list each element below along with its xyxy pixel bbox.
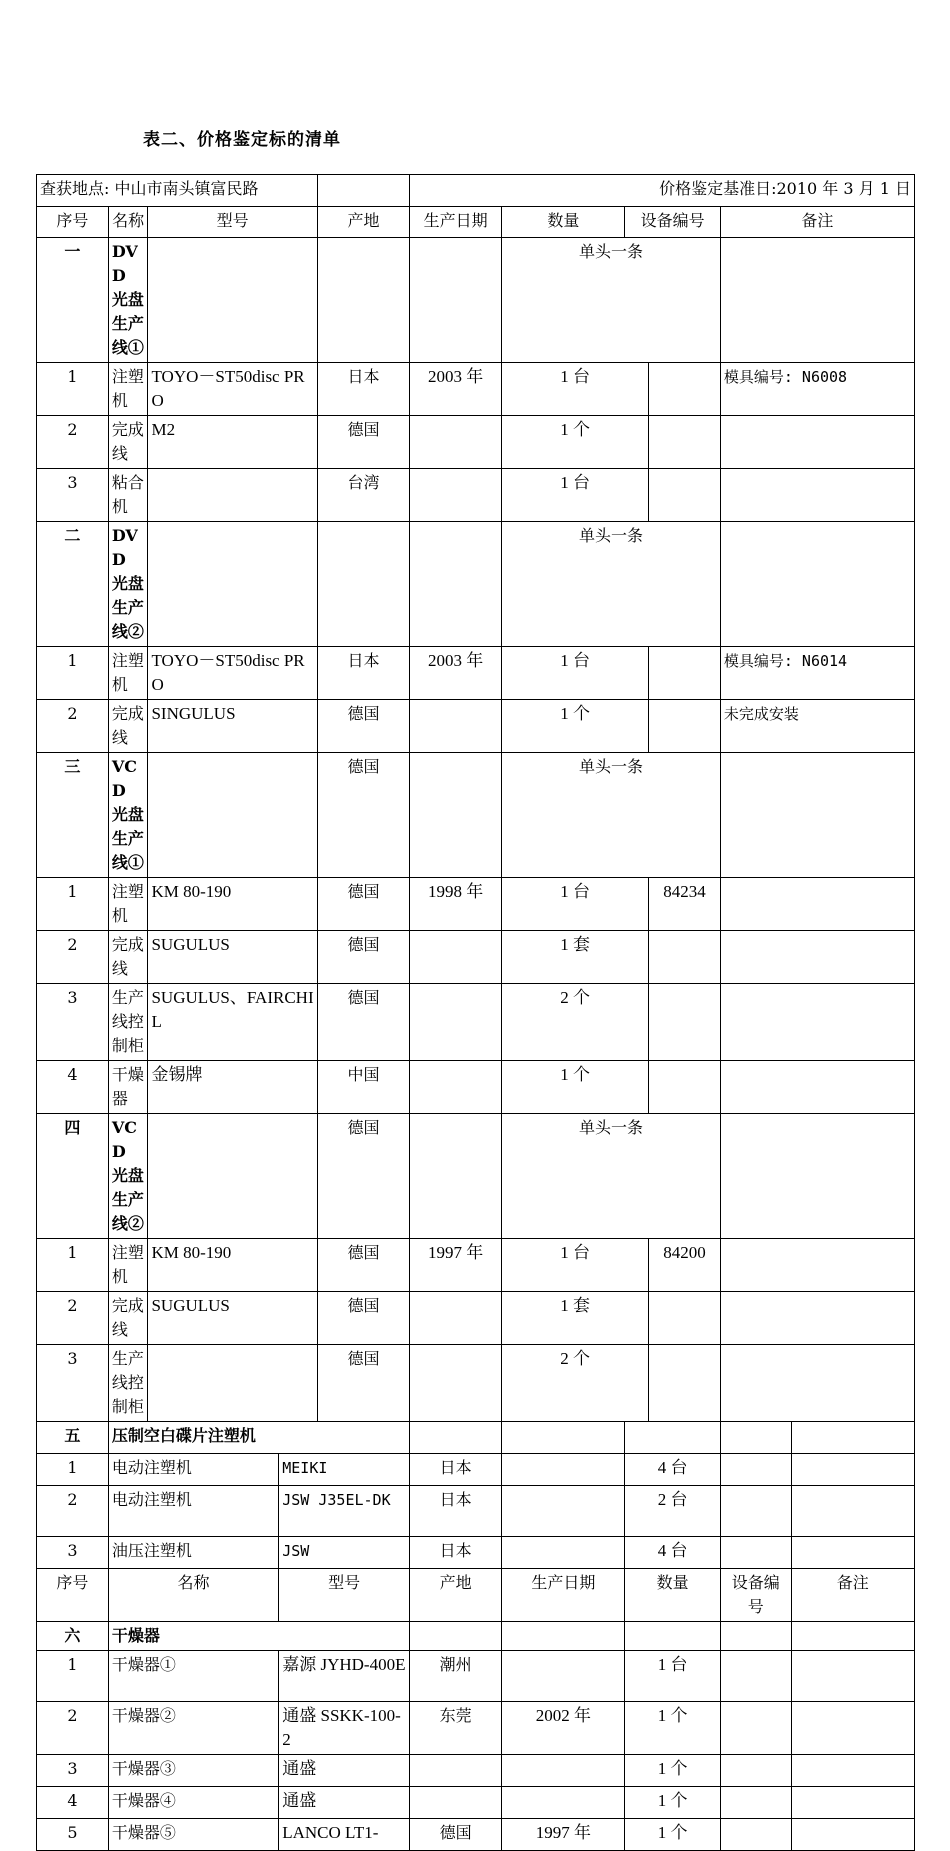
item-date <box>502 1755 625 1787</box>
col-header-model: 型号 <box>148 207 317 238</box>
item-origin <box>410 1787 502 1819</box>
item-name: 粘合机 <box>108 469 148 522</box>
item-remark <box>720 1239 914 1292</box>
item-equipment-no <box>720 1755 791 1787</box>
item-name: 干燥器① <box>108 1651 278 1702</box>
item-equipment-no <box>720 1537 791 1569</box>
item-model: JSW <box>279 1537 410 1569</box>
table-row <box>37 416 915 469</box>
group-index: 六 <box>37 1622 109 1651</box>
item-equipment-no <box>720 1454 791 1486</box>
item-remark <box>720 1061 914 1114</box>
item-model: JSW J35EL-DK <box>279 1486 410 1537</box>
item-qty: 4 台 <box>625 1537 720 1569</box>
table-row <box>37 1061 915 1114</box>
item-model <box>148 469 317 522</box>
item-qty: 1 台 <box>502 1239 649 1292</box>
item-date: 1997 年 <box>502 1819 625 1851</box>
row-index: 1 <box>37 363 109 416</box>
table-row <box>37 1819 915 1851</box>
item-qty: 1 个 <box>502 1061 649 1114</box>
item-name: 生产线控制柜 <box>108 984 148 1061</box>
group-note: 单头一条 <box>502 522 721 647</box>
item-date <box>410 931 502 984</box>
table-row <box>37 1345 915 1422</box>
empty-cell <box>410 1422 502 1454</box>
table-row <box>37 1486 915 1537</box>
item-name: 注塑机 <box>108 363 148 416</box>
item-date <box>410 700 502 753</box>
item-qty: 4 台 <box>625 1454 720 1486</box>
empty-cell <box>410 753 502 878</box>
table-row <box>37 1755 915 1787</box>
col-header-date: 生产日期 <box>502 1569 625 1622</box>
table-row <box>37 931 915 984</box>
item-remark <box>791 1702 914 1755</box>
item-qty: 2 台 <box>625 1486 720 1537</box>
empty-cell <box>625 1422 720 1454</box>
col-header-date: 生产日期 <box>410 207 502 238</box>
item-name: 干燥器⑤ <box>108 1819 278 1851</box>
item-equipment-no <box>649 1061 721 1114</box>
table-row <box>37 647 915 700</box>
empty-cell <box>148 1114 317 1239</box>
row-index: 3 <box>37 1755 109 1787</box>
item-name: 完成线 <box>108 416 148 469</box>
col-header-name: 名称 <box>108 207 148 238</box>
item-model: SUGULUS <box>148 931 317 984</box>
empty-cell <box>791 1622 914 1651</box>
empty-cell <box>502 1422 625 1454</box>
item-qty: 1 台 <box>502 647 649 700</box>
col-header-equipment-no: 设备编号 <box>720 1569 791 1622</box>
item-equipment-no <box>720 1486 791 1537</box>
row-index: 1 <box>37 647 109 700</box>
item-equipment-no <box>649 984 721 1061</box>
item-remark: 模具编号: N6008 <box>720 363 914 416</box>
row-index: 1 <box>37 878 109 931</box>
item-model: TOYO－ST50disc PRO <box>148 363 317 416</box>
group-origin: 德国 <box>317 1114 409 1239</box>
col-header-name: 名称 <box>108 1569 278 1622</box>
item-model: MEIKI <box>279 1454 410 1486</box>
group-name: VCD 光盘生产线① <box>108 753 148 878</box>
item-name: 电动注塑机 <box>108 1486 278 1537</box>
empty-cell <box>410 238 502 363</box>
item-name: 完成线 <box>108 931 148 984</box>
item-name: 干燥器② <box>108 1702 278 1755</box>
item-name: 完成线 <box>108 1292 148 1345</box>
item-qty: 1 个 <box>625 1755 720 1787</box>
item-qty: 1 个 <box>625 1819 720 1851</box>
col-header-remark: 备注 <box>720 207 914 238</box>
row-index: 3 <box>37 1537 109 1569</box>
item-name: 完成线 <box>108 700 148 753</box>
item-remark <box>791 1787 914 1819</box>
item-remark <box>791 1454 914 1486</box>
item-origin: 日本 <box>410 1486 502 1537</box>
item-qty: 1 个 <box>625 1702 720 1755</box>
item-date <box>410 1061 502 1114</box>
item-name: 注塑机 <box>108 1239 148 1292</box>
item-qty: 1 个 <box>625 1787 720 1819</box>
empty-cell <box>791 1422 914 1454</box>
empty-cell <box>410 1622 502 1651</box>
empty-cell <box>720 1622 791 1651</box>
item-remark: 未完成安装 <box>720 700 914 753</box>
group-index: 四 <box>37 1114 109 1239</box>
item-model: SUGULUS <box>148 1292 317 1345</box>
item-equipment-no <box>649 931 721 984</box>
group-name: 压制空白碟片注塑机 <box>108 1422 409 1454</box>
table-row <box>37 363 915 416</box>
group-origin <box>317 238 409 363</box>
item-model: SUGULUS、FAIRCHIL <box>148 984 317 1061</box>
row-index: 2 <box>37 1702 109 1755</box>
item-origin: 日本 <box>410 1537 502 1569</box>
item-equipment-no <box>649 416 721 469</box>
group-name: 干燥器 <box>108 1622 409 1651</box>
item-qty: 1 套 <box>502 1292 649 1345</box>
item-origin: 德国 <box>317 984 409 1061</box>
item-date: 1997 年 <box>410 1239 502 1292</box>
group-row <box>37 522 915 647</box>
item-name: 干燥器 <box>108 1061 148 1114</box>
item-remark <box>720 469 914 522</box>
item-remark <box>720 931 914 984</box>
table-row <box>37 469 915 522</box>
item-name: 干燥器④ <box>108 1787 278 1819</box>
item-date <box>502 1454 625 1486</box>
item-qty: 1 个 <box>502 416 649 469</box>
item-model: KM 80-190 <box>148 878 317 931</box>
item-equipment-no <box>649 363 721 416</box>
item-equipment-no <box>720 1702 791 1755</box>
empty-cell <box>720 522 914 647</box>
item-origin: 台湾 <box>317 469 409 522</box>
empty-cell <box>148 238 317 363</box>
empty-cell <box>410 522 502 647</box>
item-origin: 东莞 <box>410 1702 502 1755</box>
item-equipment-no <box>720 1651 791 1702</box>
group-note: 单头一条 <box>502 238 721 363</box>
item-date: 2003 年 <box>410 363 502 416</box>
item-date: 2003 年 <box>410 647 502 700</box>
group-name: VCD 光盘生产线② <box>108 1114 148 1239</box>
item-qty: 1 套 <box>502 931 649 984</box>
info-row <box>37 175 915 207</box>
empty-cell <box>317 175 409 207</box>
item-date <box>502 1787 625 1819</box>
item-name: 注塑机 <box>108 878 148 931</box>
item-remark <box>720 878 914 931</box>
empty-cell <box>410 1114 502 1239</box>
row-index: 3 <box>37 984 109 1061</box>
item-origin: 德国 <box>317 878 409 931</box>
row-index: 3 <box>37 469 109 522</box>
item-equipment-no <box>649 700 721 753</box>
group-index: 一 <box>37 238 109 363</box>
empty-cell <box>625 1622 720 1651</box>
item-origin <box>410 1755 502 1787</box>
item-equipment-no <box>720 1787 791 1819</box>
item-equipment-no <box>649 469 721 522</box>
row-index: 2 <box>37 931 109 984</box>
location-label: 查获地点: 中山市南头镇富民路 <box>37 175 318 207</box>
row-index: 1 <box>37 1651 109 1702</box>
col-header-remark: 备注 <box>791 1569 914 1622</box>
item-equipment-no <box>649 1345 721 1422</box>
empty-cell <box>502 1622 625 1651</box>
item-equipment-no: 84200 <box>649 1239 721 1292</box>
item-date <box>410 469 502 522</box>
item-name: 电动注塑机 <box>108 1454 278 1486</box>
item-origin: 日本 <box>410 1454 502 1486</box>
item-name: 生产线控制柜 <box>108 1345 148 1422</box>
item-qty: 1 台 <box>502 363 649 416</box>
item-qty: 1 台 <box>625 1651 720 1702</box>
item-qty: 2 个 <box>502 984 649 1061</box>
item-remark <box>791 1537 914 1569</box>
col-header-no: 序号 <box>37 1569 109 1622</box>
item-remark <box>791 1819 914 1851</box>
item-remark <box>791 1486 914 1537</box>
group-row <box>37 753 915 878</box>
item-name: 干燥器③ <box>108 1755 278 1787</box>
group-origin: 德国 <box>317 753 409 878</box>
item-origin: 德国 <box>317 1345 409 1422</box>
item-equipment-no: 84234 <box>649 878 721 931</box>
table-row <box>37 700 915 753</box>
group-note: 单头一条 <box>502 753 721 878</box>
item-date <box>502 1486 625 1537</box>
row-index: 4 <box>37 1061 109 1114</box>
item-date <box>410 984 502 1061</box>
item-origin: 中国 <box>317 1061 409 1114</box>
item-model: M2 <box>148 416 317 469</box>
item-remark <box>720 416 914 469</box>
item-remark <box>720 1292 914 1345</box>
item-date <box>502 1537 625 1569</box>
item-remark <box>791 1651 914 1702</box>
item-origin: 潮州 <box>410 1651 502 1702</box>
col-header-no: 序号 <box>37 207 109 238</box>
group-name: DVD 光盘生产线① <box>108 238 148 363</box>
item-remark <box>720 984 914 1061</box>
item-origin: 德国 <box>317 1292 409 1345</box>
row-index: 2 <box>37 700 109 753</box>
header-row <box>37 1569 915 1622</box>
group-origin <box>317 522 409 647</box>
base-date-label: 价格鉴定基准日:2010 年 3 月 1 日 <box>410 175 915 207</box>
row-index: 1 <box>37 1454 109 1486</box>
item-model: 嘉源 JYHD-400E <box>279 1651 410 1702</box>
table-row <box>37 1454 915 1486</box>
item-qty: 1 台 <box>502 878 649 931</box>
valuation-table <box>36 174 915 1851</box>
item-equipment-no <box>720 1819 791 1851</box>
group-row <box>37 1622 915 1651</box>
col-header-model: 型号 <box>279 1569 410 1622</box>
row-index: 2 <box>37 416 109 469</box>
item-model <box>148 1345 317 1422</box>
item-date: 2002 年 <box>502 1702 625 1755</box>
item-date <box>410 416 502 469</box>
item-origin: 德国 <box>410 1819 502 1851</box>
empty-cell <box>720 238 914 363</box>
table-row <box>37 1787 915 1819</box>
item-date <box>410 1345 502 1422</box>
item-origin: 德国 <box>317 1239 409 1292</box>
table-row <box>37 1537 915 1569</box>
group-name: DVD 光盘生产线② <box>108 522 148 647</box>
table-row <box>37 878 915 931</box>
item-model: SINGULUS <box>148 700 317 753</box>
group-row <box>37 1422 915 1454</box>
table-row <box>37 984 915 1061</box>
row-index: 2 <box>37 1486 109 1537</box>
item-date <box>410 1292 502 1345</box>
col-header-origin: 产地 <box>317 207 409 238</box>
item-name: 油压注塑机 <box>108 1537 278 1569</box>
item-model: 通盛 <box>279 1787 410 1819</box>
empty-cell <box>148 522 317 647</box>
row-index: 2 <box>37 1292 109 1345</box>
item-remark <box>720 1345 914 1422</box>
item-qty: 1 台 <box>502 469 649 522</box>
item-equipment-no <box>649 647 721 700</box>
row-index: 4 <box>37 1787 109 1819</box>
item-origin: 日本 <box>317 363 409 416</box>
group-index: 五 <box>37 1422 109 1454</box>
item-model: 金锡牌 <box>148 1061 317 1114</box>
table-row <box>37 1292 915 1345</box>
table-row <box>37 1702 915 1755</box>
page-title: 表二、价格鉴定标的清单 <box>143 130 341 150</box>
item-model: 通盛 SSKK-100-2 <box>279 1702 410 1755</box>
row-index: 1 <box>37 1239 109 1292</box>
item-equipment-no <box>649 1292 721 1345</box>
item-qty: 2 个 <box>502 1345 649 1422</box>
row-index: 3 <box>37 1345 109 1422</box>
item-origin: 德国 <box>317 931 409 984</box>
col-header-qty: 数量 <box>502 207 625 238</box>
col-header-qty: 数量 <box>625 1569 720 1622</box>
item-date: 1998 年 <box>410 878 502 931</box>
item-model: 通盛 <box>279 1755 410 1787</box>
col-header-equipment-no: 设备编号 <box>625 207 720 238</box>
group-row <box>37 238 915 363</box>
col-header-origin: 产地 <box>410 1569 502 1622</box>
empty-cell <box>148 753 317 878</box>
group-index: 三 <box>37 753 109 878</box>
item-model: TOYO－ST50disc PRO <box>148 647 317 700</box>
item-remark <box>791 1755 914 1787</box>
item-origin: 日本 <box>317 647 409 700</box>
item-model: LANCO LT1- <box>279 1819 410 1851</box>
row-index: 5 <box>37 1819 109 1851</box>
empty-cell <box>720 1422 791 1454</box>
group-note: 单头一条 <box>502 1114 721 1239</box>
item-name: 注塑机 <box>108 647 148 700</box>
item-model: KM 80-190 <box>148 1239 317 1292</box>
empty-cell <box>720 1114 914 1239</box>
table-row <box>37 1239 915 1292</box>
item-origin: 德国 <box>317 416 409 469</box>
header-row <box>37 207 915 238</box>
group-row <box>37 1114 915 1239</box>
empty-cell <box>720 753 914 878</box>
item-remark: 模具编号: N6014 <box>720 647 914 700</box>
item-origin: 德国 <box>317 700 409 753</box>
item-date <box>502 1651 625 1702</box>
item-qty: 1 个 <box>502 700 649 753</box>
table-row <box>37 1651 915 1702</box>
group-index: 二 <box>37 522 109 647</box>
